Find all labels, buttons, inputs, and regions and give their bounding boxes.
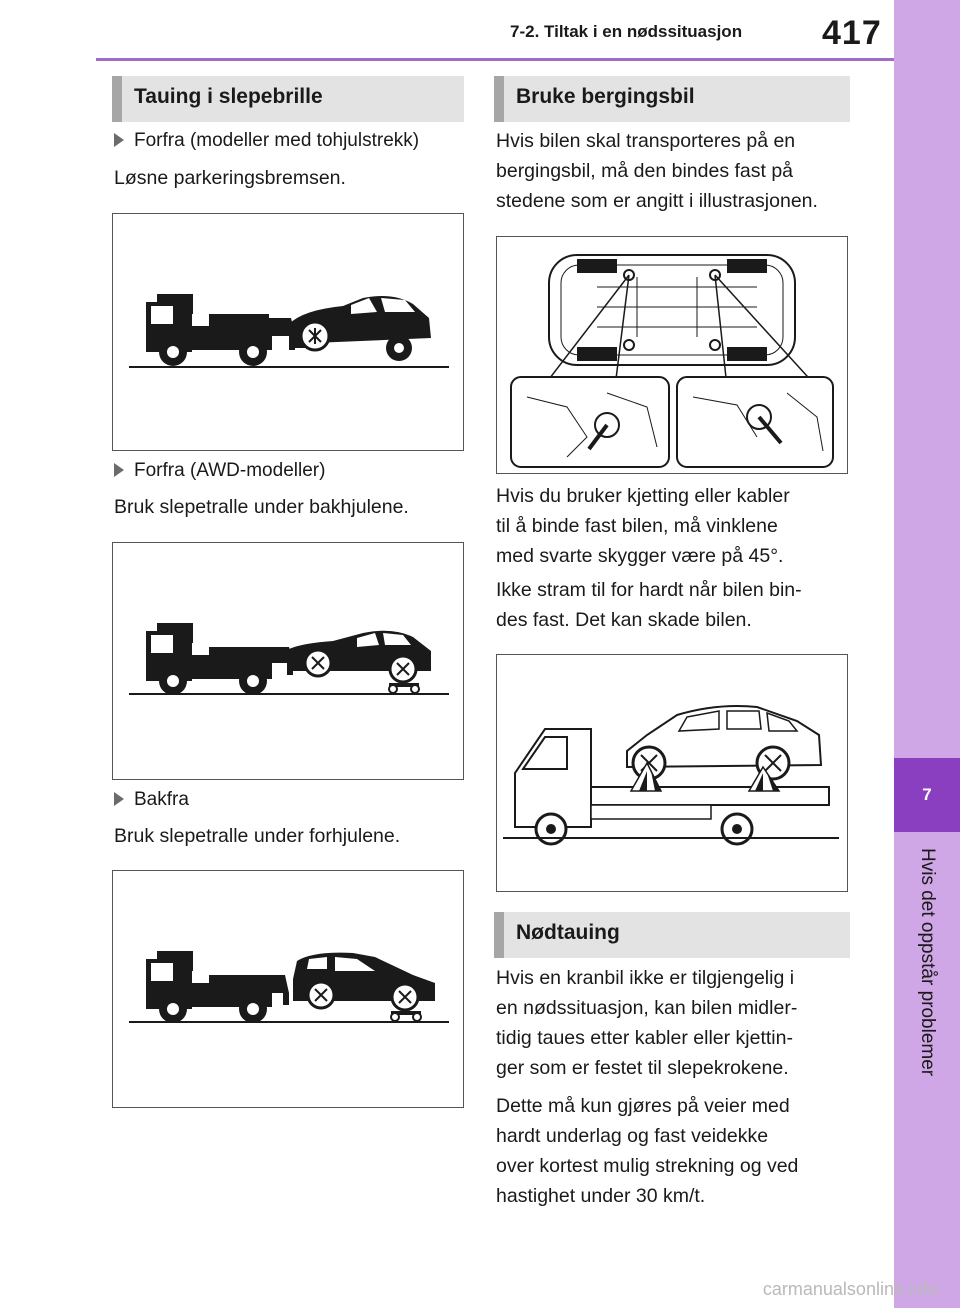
figure-towing-front-2wd (112, 213, 464, 451)
underbody-tie-down-illustration (497, 237, 846, 472)
text-line: ger som er festet til slepekrokene. (496, 1057, 789, 1079)
text-line: stedene som er angitt i illustrasjonen. (496, 190, 818, 212)
section-heading-emergency-towing (494, 912, 850, 958)
text-line: Hvis en kranbil ikke er tilgjengelig i (496, 967, 795, 989)
paragraph-emergency-towing (496, 963, 797, 1083)
bullet-arrow-icon (114, 463, 124, 477)
tow-truck-car-illustration (113, 214, 462, 449)
bullet-arrow-icon (114, 792, 124, 806)
text-line: til å binde fast bilen, må vinklene (496, 515, 778, 537)
chapter-number-tab[interactable]: 7 (894, 758, 960, 832)
section-heading-label: Bruke bergingsbil (516, 85, 695, 108)
bullet-label: Forfra (modeller med tohjulstrekk) (134, 130, 420, 151)
text-line: Dette må kun gjøres på veier med (496, 1095, 790, 1117)
paragraph-dolly-front: Bruk slepetralle under forhjulene. (114, 825, 401, 847)
text-line: hardt underlag og fast veidekke (496, 1125, 769, 1147)
paragraph-road-conditions (496, 1091, 798, 1211)
header-rule (96, 58, 894, 61)
figure-towing-rear (112, 870, 464, 1108)
section-heading-towing-dolly (112, 76, 464, 122)
text-line: Hvis du bruker kjetting eller kabler (496, 485, 790, 507)
text-line: en nødssituasjon, kan bilen midler- (496, 997, 798, 1019)
text-line: des fast. Det kan skade bilen. (496, 609, 752, 631)
flatbed-truck-car-illustration (497, 655, 846, 890)
section-heading-tow-truck (494, 76, 850, 122)
bullet-front-2wd (114, 130, 419, 152)
text-line: tidig taues etter kabler eller kjettin- (496, 1027, 793, 1049)
bullet-label: Forfra (AWD-modeller) (134, 460, 326, 481)
bullet-front-awd (114, 460, 325, 482)
section-heading-label: Tauing i slepebrille (134, 85, 323, 108)
tow-truck-car-rear-illustration (113, 871, 462, 1106)
bullet-rear (114, 789, 189, 811)
paragraph-release-brake: Løsne parkeringsbremsen. (114, 167, 346, 189)
bullet-arrow-icon (114, 133, 124, 147)
chapter-title-tab (894, 848, 960, 1118)
figure-towing-front-awd (112, 542, 464, 780)
watermark: carmanualsonline.info (762, 1279, 938, 1299)
tow-truck-car-dolly-illustration (113, 543, 462, 778)
text-line: Ikke stram til for hardt når bilen bin- (496, 579, 802, 601)
text-line: hastighet under 30 km/t. (496, 1185, 706, 1207)
bullet-label: Bakfra (134, 789, 189, 810)
text-line: med svarte skygger være på 45°. (496, 545, 784, 567)
text-line: over kortest mulig strekning og ved (496, 1155, 799, 1177)
figure-flatbed-truck (496, 654, 848, 892)
running-header-section-title: 7-2. Tiltak i en nødssituasjon (510, 22, 743, 41)
chapter-title-label: Hvis det oppstår problemer (917, 848, 938, 1077)
text-line: Hvis bilen skal transporteres på en (496, 130, 796, 152)
paragraph-chain-angle (496, 481, 790, 571)
paragraph-transport-info (496, 126, 818, 216)
figure-tie-down-points (496, 236, 848, 474)
page-number: 417 (822, 14, 882, 52)
text-line: bergingsbil, må den bindes fast på (496, 160, 794, 182)
paragraph-dolly-rear: Bruk slepetralle under bakhjulene. (114, 496, 409, 518)
section-heading-label: Nødtauing (516, 921, 620, 944)
paragraph-do-not-overtighten (496, 575, 802, 635)
